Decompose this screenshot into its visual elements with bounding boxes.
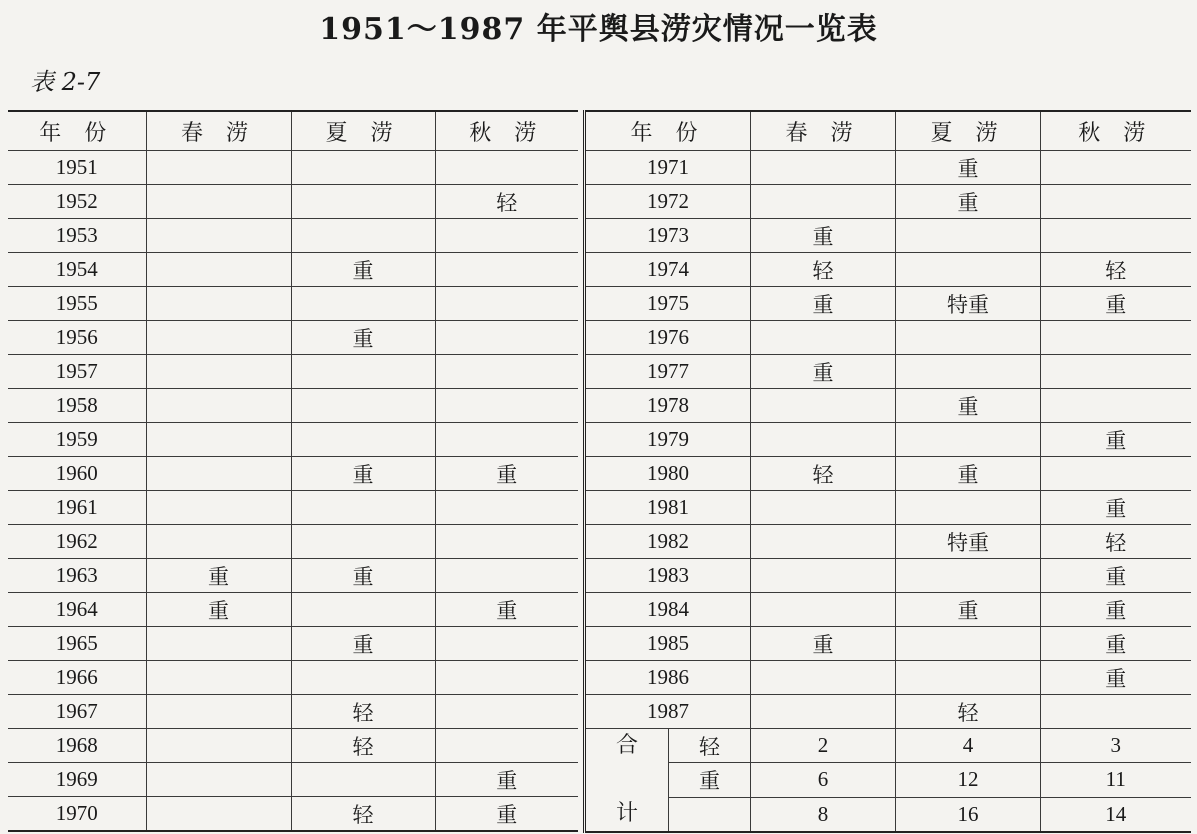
- table-row: [585, 321, 1191, 355]
- cell-year: 1954: [8, 253, 146, 287]
- page-title: 1951～1987 年平舆县涝灾情况一览表: [319, 12, 878, 47]
- cell-summer: [896, 491, 1041, 525]
- cell-spring: [146, 389, 291, 423]
- header-row: [8, 111, 578, 151]
- table-row: [585, 627, 1191, 661]
- cell-spring: [751, 695, 896, 729]
- cell-summer: 重: [896, 185, 1041, 219]
- cell-year: 1960: [8, 457, 146, 491]
- header-summer: 夏 涝: [291, 111, 435, 151]
- cell-summer: [896, 253, 1041, 287]
- cell-year: 1981: [585, 491, 751, 525]
- cell-spring: 轻: [751, 253, 896, 287]
- cell-summer: 特重: [896, 525, 1041, 559]
- cell-autumn: [435, 627, 578, 661]
- cell-year: 1956: [8, 321, 146, 355]
- cell-spring: [146, 457, 291, 491]
- cell-spring: [751, 185, 896, 219]
- cell-autumn: [435, 253, 578, 287]
- totals-level: 重: [669, 763, 751, 797]
- cell-summer: 轻: [291, 729, 435, 763]
- table-row: [8, 525, 578, 559]
- header-year: 年 份: [585, 111, 751, 151]
- cell-year: 1980: [585, 457, 751, 491]
- cell-spring: [146, 797, 291, 832]
- table-row: [8, 729, 578, 763]
- table-row: [8, 185, 578, 219]
- cell-autumn: [435, 491, 578, 525]
- table-row: [8, 559, 578, 593]
- header-spring: 春 涝: [751, 111, 896, 151]
- cell-year: 1979: [585, 423, 751, 457]
- cell-summer: [896, 627, 1041, 661]
- cell-spring: [751, 525, 896, 559]
- flood-table-left: [8, 110, 578, 832]
- cell-year: 1971: [585, 151, 751, 185]
- cell-year: 1966: [8, 661, 146, 695]
- table-row: [8, 423, 578, 457]
- cell-year: 1969: [8, 763, 146, 797]
- totals-spring: 2: [751, 729, 896, 763]
- cell-spring: [146, 491, 291, 525]
- cell-summer: [896, 661, 1041, 695]
- cell-summer: [291, 185, 435, 219]
- cell-spring: [146, 253, 291, 287]
- table-row: [8, 321, 578, 355]
- cell-summer: 重: [896, 593, 1041, 627]
- cell-autumn: [1041, 321, 1191, 355]
- cell-year: 1985: [585, 627, 751, 661]
- cell-spring: 重: [146, 593, 291, 627]
- table-row: [585, 151, 1191, 185]
- totals-spring: 6: [751, 763, 896, 797]
- cell-autumn: [1041, 219, 1191, 253]
- cell-year: 1973: [585, 219, 751, 253]
- table-row: [8, 151, 578, 185]
- cell-year: 1986: [585, 661, 751, 695]
- cell-autumn: [435, 219, 578, 253]
- cell-spring: [146, 287, 291, 321]
- cell-autumn: 轻: [1041, 253, 1191, 287]
- cell-spring: [751, 151, 896, 185]
- cell-spring: 重: [751, 287, 896, 321]
- cell-autumn: 重: [1041, 491, 1191, 525]
- cell-spring: [751, 389, 896, 423]
- cell-summer: 重: [896, 151, 1041, 185]
- cell-summer: [291, 491, 435, 525]
- cell-year: 1952: [8, 185, 146, 219]
- table-row: [8, 355, 578, 389]
- cell-autumn: [1041, 457, 1191, 491]
- cell-summer: [291, 151, 435, 185]
- table-row: [585, 219, 1191, 253]
- cell-autumn: [435, 321, 578, 355]
- table-number: 表 2-7: [30, 68, 101, 96]
- header-year: 年 份: [8, 111, 146, 151]
- cell-spring: [146, 695, 291, 729]
- cell-spring: 重: [751, 627, 896, 661]
- table-row: [585, 355, 1191, 389]
- table-row: [585, 593, 1191, 627]
- cell-summer: [896, 321, 1041, 355]
- cell-autumn: [435, 423, 578, 457]
- cell-spring: [146, 423, 291, 457]
- cell-summer: 重: [896, 457, 1041, 491]
- table-row: [585, 185, 1191, 219]
- cell-autumn: 重: [1041, 423, 1191, 457]
- header-spring: 春 涝: [146, 111, 291, 151]
- cell-autumn: [435, 389, 578, 423]
- cell-autumn: 重: [1041, 593, 1191, 627]
- cell-autumn: 重: [1041, 627, 1191, 661]
- table-row: [8, 695, 578, 729]
- cell-spring: [146, 185, 291, 219]
- cell-spring: [751, 661, 896, 695]
- cell-spring: [146, 219, 291, 253]
- totals-summer: 12: [896, 763, 1041, 797]
- cell-summer: 轻: [291, 797, 435, 832]
- cell-summer: 重: [291, 627, 435, 661]
- cell-year: 1963: [8, 559, 146, 593]
- cell-summer: 重: [896, 389, 1041, 423]
- totals-summer: 16: [896, 797, 1041, 832]
- totals-summer: 4: [896, 729, 1041, 763]
- header-row: [585, 111, 1191, 151]
- table-row: [585, 457, 1191, 491]
- cell-summer: 重: [291, 253, 435, 287]
- cell-year: 1983: [585, 559, 751, 593]
- cell-spring: [146, 321, 291, 355]
- cell-spring: [751, 321, 896, 355]
- cell-autumn: 重: [1041, 287, 1191, 321]
- cell-autumn: 重: [1041, 559, 1191, 593]
- totals-label: [585, 729, 669, 833]
- cell-summer: [291, 287, 435, 321]
- table-row: [8, 763, 578, 797]
- cell-year: 1972: [585, 185, 751, 219]
- cell-spring: [146, 355, 291, 389]
- table-row: [585, 423, 1191, 457]
- cell-spring: [751, 491, 896, 525]
- cell-autumn: [435, 287, 578, 321]
- table-row: [585, 389, 1191, 423]
- cell-spring: 重: [751, 355, 896, 389]
- totals-label-top: 合: [615, 733, 638, 758]
- cell-summer: [896, 219, 1041, 253]
- cell-year: 1961: [8, 491, 146, 525]
- cell-year: 1953: [8, 219, 146, 253]
- cell-summer: [896, 355, 1041, 389]
- table-row: [585, 253, 1191, 287]
- cell-autumn: 轻: [1041, 525, 1191, 559]
- table-row: [8, 457, 578, 491]
- cell-summer: [291, 763, 435, 797]
- table-row: [8, 627, 578, 661]
- cell-autumn: 重: [435, 593, 578, 627]
- cell-summer: 轻: [896, 695, 1041, 729]
- table-row: [8, 389, 578, 423]
- cell-year: 1970: [8, 797, 146, 832]
- cell-summer: 特重: [896, 287, 1041, 321]
- totals-autumn: 11: [1041, 763, 1191, 797]
- cell-autumn: 重: [496, 802, 518, 827]
- table-row: [585, 525, 1191, 559]
- cell-summer: [291, 593, 435, 627]
- totals-autumn: 3: [1041, 729, 1191, 763]
- cell-autumn: [435, 355, 578, 389]
- cell-autumn: [1041, 185, 1191, 219]
- table-row: [8, 287, 578, 321]
- totals-row-light: [585, 729, 1191, 763]
- cell-spring: [751, 559, 896, 593]
- cell-autumn: [435, 151, 578, 185]
- cell-autumn: 重: [435, 763, 578, 797]
- cell-summer: 轻: [291, 695, 435, 729]
- cell-year: 1958: [8, 389, 146, 423]
- table-row: [585, 491, 1191, 525]
- table-row: [585, 661, 1191, 695]
- cell-summer: [896, 559, 1041, 593]
- totals-spring: 8: [751, 797, 896, 832]
- table-row: [585, 287, 1191, 321]
- cell-year: 1984: [585, 593, 751, 627]
- cell-year: 1974: [585, 253, 751, 287]
- table-row: [8, 593, 578, 627]
- cell-year: 1951: [8, 151, 146, 185]
- cell-year: 1976: [585, 321, 751, 355]
- table-row: [585, 559, 1191, 593]
- cell-autumn: [1041, 695, 1191, 729]
- cell-autumn: 重: [435, 457, 578, 491]
- cell-year: 1977: [585, 355, 751, 389]
- cell-year: 1965: [8, 627, 146, 661]
- cell-spring: [146, 763, 291, 797]
- totals-level: [669, 797, 751, 832]
- cell-autumn: [1041, 151, 1191, 185]
- totals-row-heavy: [585, 763, 1191, 797]
- totals-label-bottom: 计: [615, 801, 638, 826]
- cell-year: 1962: [8, 525, 146, 559]
- cell-year: 1967: [8, 695, 146, 729]
- cell-spring: 轻: [751, 457, 896, 491]
- cell-autumn: [435, 695, 578, 729]
- cell-year: 1968: [8, 729, 146, 763]
- cell-summer: 重: [291, 321, 435, 355]
- cell-year: 1964: [8, 593, 146, 627]
- table-row: [8, 661, 578, 695]
- cell-spring: [751, 423, 896, 457]
- cell-summer: [291, 355, 435, 389]
- cell-year: 1987: [585, 695, 751, 729]
- cell-autumn: 重: [1041, 661, 1191, 695]
- cell-year: 1978: [585, 389, 751, 423]
- cell-year: 1982: [585, 525, 751, 559]
- cell-year: 1959: [8, 423, 146, 457]
- cell-summer: [291, 525, 435, 559]
- cell-spring: 重: [751, 219, 896, 253]
- cell-summer: [291, 219, 435, 253]
- cell-summer: [291, 389, 435, 423]
- cell-spring: 重: [146, 559, 291, 593]
- table-row: [585, 695, 1191, 729]
- header-autumn: 秋 涝: [1041, 111, 1191, 151]
- table-row: [8, 219, 578, 253]
- cell-year: 1955: [8, 287, 146, 321]
- header-autumn: 秋 涝: [435, 111, 578, 151]
- flood-table-right: [583, 110, 1191, 833]
- header-summer: 夏 涝: [896, 111, 1041, 151]
- cell-autumn: [1041, 389, 1191, 423]
- table-row: [8, 797, 578, 832]
- totals-level: 轻: [669, 729, 751, 763]
- cell-spring: [146, 661, 291, 695]
- cell-summer: [896, 423, 1041, 457]
- cell-year: 1957: [8, 355, 146, 389]
- cell-autumn: [435, 525, 578, 559]
- cell-autumn: [435, 559, 578, 593]
- totals-autumn: 14: [1105, 801, 1127, 826]
- cell-autumn: 轻: [435, 185, 578, 219]
- cell-summer: 重: [291, 457, 435, 491]
- cell-spring: [146, 729, 291, 763]
- table-row: [8, 253, 578, 287]
- cell-spring: [751, 593, 896, 627]
- cell-year: 1975: [585, 287, 751, 321]
- cell-spring: [146, 151, 291, 185]
- cell-autumn: [1041, 355, 1191, 389]
- totals-row-sum: [585, 797, 1191, 832]
- cell-summer: [291, 423, 435, 457]
- cell-spring: [146, 525, 291, 559]
- cell-spring: [146, 627, 291, 661]
- cell-autumn: [435, 729, 578, 763]
- cell-summer: 重: [291, 559, 435, 593]
- table-row: [8, 491, 578, 525]
- cell-summer: [291, 661, 435, 695]
- cell-autumn: [435, 661, 578, 695]
